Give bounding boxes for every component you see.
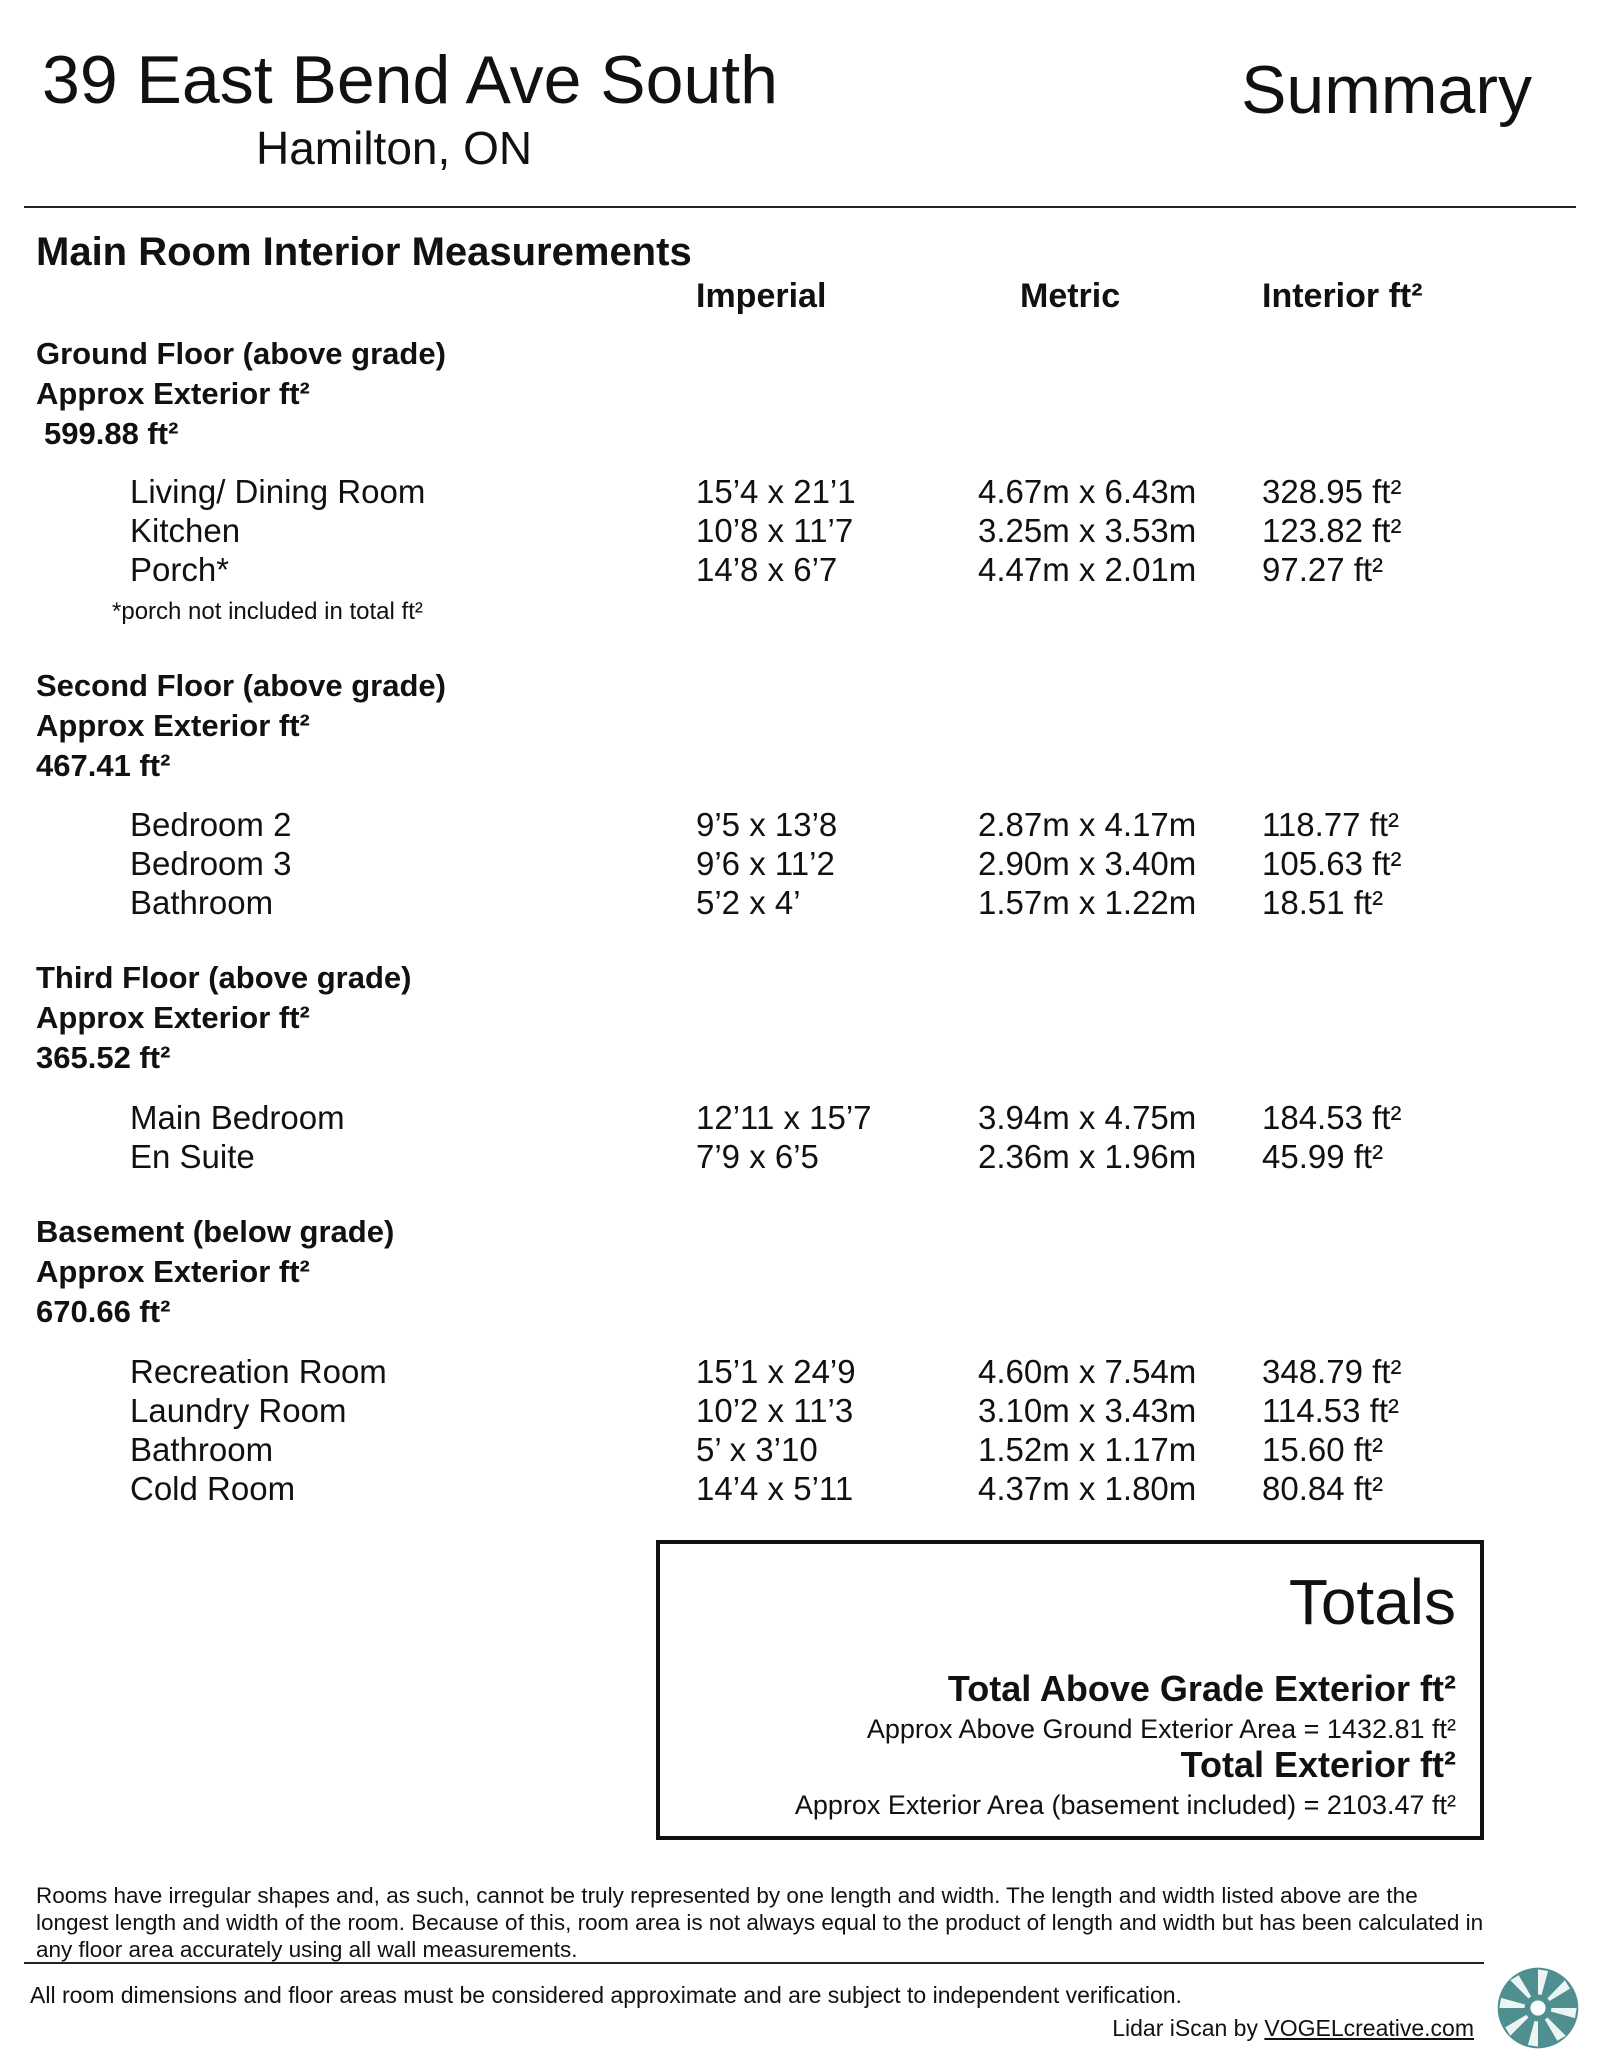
room-imperial: 10’2 x 11’3 bbox=[696, 1392, 854, 1429]
vogel-aperture-logo-icon bbox=[1496, 1966, 1580, 2050]
room-metric: 1.57m x 1.22m bbox=[978, 884, 1197, 921]
porch-note: *porch not included in total ft² bbox=[112, 598, 423, 625]
room-imperial: 15’4 x 21’1 bbox=[696, 473, 856, 510]
footer-divider bbox=[24, 1962, 1484, 1964]
room-imperial: 15’1 x 24’9 bbox=[696, 1353, 856, 1390]
room-metric: 2.90m x 3.40m bbox=[978, 845, 1197, 882]
credit-line bbox=[1112, 2013, 1474, 2043]
page-label: Summary bbox=[1241, 52, 1532, 128]
room-name: Recreation Room bbox=[130, 1353, 387, 1390]
column-header-metric: Metric bbox=[1020, 277, 1121, 315]
totals-title: Totals bbox=[1288, 1566, 1456, 1638]
room-imperial: 7’9 x 6’5 bbox=[696, 1138, 819, 1175]
total-exterior-area: Approx Exterior Area (basement included) = 2103.47 ft² bbox=[794, 1790, 1456, 1820]
credit-prefix: Lidar iScan by bbox=[1112, 2015, 1265, 2041]
floor-exterior-label: Approx Exterior ft² bbox=[36, 1000, 310, 1035]
room-imperial: 9’5 x 13’8 bbox=[696, 806, 838, 843]
room-interior: 123.82 ft² bbox=[1262, 512, 1402, 549]
column-header-interior: Interior ft² bbox=[1262, 277, 1423, 315]
room-interior: 105.63 ft² bbox=[1262, 845, 1402, 882]
room-imperial: 14’8 x 6’7 bbox=[696, 551, 838, 588]
room-metric: 4.60m x 7.54m bbox=[978, 1353, 1197, 1390]
floor-exterior-label: Approx Exterior ft² bbox=[36, 1254, 310, 1289]
total-exterior-heading: Total Exterior ft² bbox=[1180, 1744, 1456, 1785]
room-name: Bedroom 2 bbox=[130, 806, 292, 843]
column-header-imperial: Imperial bbox=[696, 277, 827, 315]
room-name: Cold Room bbox=[130, 1470, 296, 1507]
room-interior: 118.77 ft² bbox=[1262, 806, 1399, 843]
room-name: Porch* bbox=[130, 551, 230, 588]
room-interior: 15.60 ft² bbox=[1262, 1431, 1384, 1468]
vogel-creative-link[interactable]: VOGELcreative.com bbox=[1264, 2015, 1474, 2041]
room-imperial: 5’ x 3’10 bbox=[696, 1431, 818, 1468]
room-interior: 328.95 ft² bbox=[1262, 473, 1402, 510]
room-interior: 80.84 ft² bbox=[1262, 1470, 1384, 1507]
section-title: Main Room Interior Measurements bbox=[36, 230, 692, 274]
header-divider bbox=[24, 206, 1576, 208]
room-interior: 18.51 ft² bbox=[1262, 884, 1384, 921]
room-name: En Suite bbox=[130, 1138, 255, 1175]
room-imperial: 9’6 x 11’2 bbox=[696, 845, 835, 882]
room-interior: 114.53 ft² bbox=[1262, 1392, 1399, 1429]
floor-exterior-value: 599.88 ft² bbox=[44, 416, 179, 451]
floor-title: Second Floor (above grade) bbox=[36, 668, 446, 703]
room-interior: 184.53 ft² bbox=[1262, 1099, 1402, 1136]
floor-exterior-label: Approx Exterior ft² bbox=[36, 708, 310, 743]
room-metric: 3.10m x 3.43m bbox=[978, 1392, 1197, 1429]
floor-exterior-value: 467.41 ft² bbox=[36, 748, 171, 783]
room-name: Bathroom bbox=[130, 884, 274, 921]
room-name: Kitchen bbox=[130, 512, 241, 549]
above-grade-area: Approx Above Ground Exterior Area = 1432.81 ft² bbox=[866, 1714, 1456, 1744]
floor-exterior-value: 670.66 ft² bbox=[36, 1294, 171, 1329]
floor-exterior-value: 365.52 ft² bbox=[36, 1040, 171, 1075]
above-grade-heading: Total Above Grade Exterior ft² bbox=[947, 1668, 1456, 1709]
room-metric: 2.87m x 4.17m bbox=[978, 806, 1197, 843]
room-imperial: 12’11 x 15’7 bbox=[696, 1099, 872, 1136]
room-imperial: 5’2 x 4’ bbox=[696, 884, 801, 921]
room-imperial: 10’8 x 11’7 bbox=[696, 512, 854, 549]
floor-title: Ground Floor (above grade) bbox=[36, 336, 446, 371]
room-interior: 45.99 ft² bbox=[1262, 1138, 1384, 1175]
totals-box bbox=[656, 1540, 1484, 1840]
room-metric: 3.94m x 4.75m bbox=[978, 1099, 1197, 1136]
room-name: Laundry Room bbox=[130, 1392, 347, 1429]
room-name: Living/ Dining Room bbox=[130, 473, 426, 510]
room-metric: 3.25m x 3.53m bbox=[978, 512, 1197, 549]
room-metric: 4.47m x 2.01m bbox=[978, 551, 1197, 588]
floor-title: Basement (below grade) bbox=[36, 1214, 395, 1249]
room-name: Bathroom bbox=[130, 1431, 274, 1468]
room-interior: 348.79 ft² bbox=[1262, 1353, 1402, 1390]
room-metric: 4.67m x 6.43m bbox=[978, 473, 1197, 510]
property-address: 39 East Bend Ave South bbox=[42, 42, 778, 118]
room-imperial: 14’4 x 5’11 bbox=[696, 1470, 854, 1507]
measurement-disclaimer: Rooms have irregular shapes and, as such, cannot be truly represented by one length and width. The length and width listed above are the longest length and width of the room. Because of this, room area is not always equal to the product of length and width but has been calculated in any floor area accurately using all wall measurements. bbox=[36, 1883, 1484, 1962]
approximation-notice: All room dimensions and floor areas must be considered approximate and are subject to independent verification. bbox=[30, 1982, 1182, 2008]
floor-exterior-label: Approx Exterior ft² bbox=[36, 376, 310, 411]
room-name: Main Bedroom bbox=[130, 1099, 345, 1136]
room-interior: 97.27 ft² bbox=[1262, 551, 1384, 588]
room-metric: 1.52m x 1.17m bbox=[978, 1431, 1197, 1468]
room-metric: 2.36m x 1.96m bbox=[978, 1138, 1197, 1175]
floor-title: Third Floor (above grade) bbox=[36, 960, 412, 995]
room-name: Bedroom 3 bbox=[130, 845, 292, 882]
room-metric: 4.37m x 1.80m bbox=[978, 1470, 1197, 1507]
property-city: Hamilton, ON bbox=[256, 122, 533, 174]
